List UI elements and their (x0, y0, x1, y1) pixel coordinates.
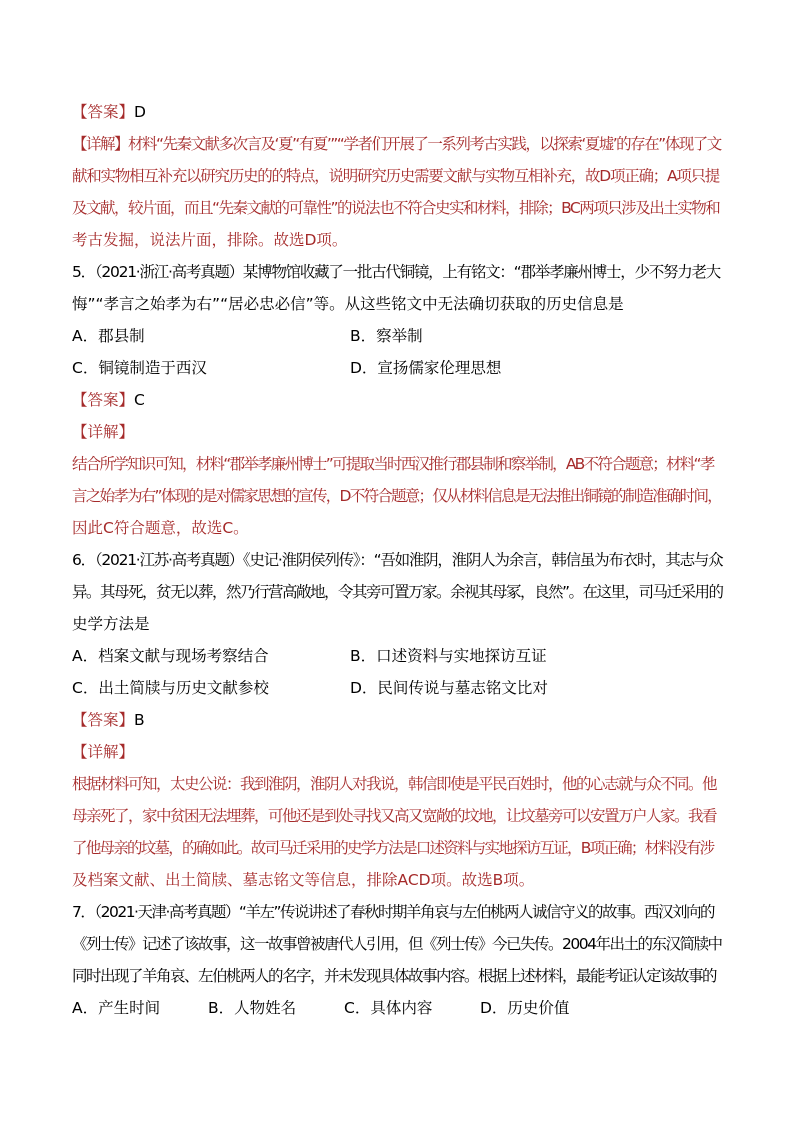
document-page (72, 96, 724, 1024)
option-row (72, 992, 724, 1024)
question-stem: 悔”“孝言之始孝为右”“居必忠必信”等。从这些铭文中无法确切获取的历史信息是 (72, 295, 624, 313)
option-d: D．历史价值 (480, 999, 570, 1017)
question-stem: 《列士传》记述了该故事，这一故事曾被唐代人引用，但《列士传》今已失传。2004年出土的东汉简牍中 (72, 935, 722, 953)
detail-line: 了他母亲的坟墓，的确如此。故司马迁采用的史学方法是口述资料与实地探访互证，B项正确；材料没有涉 (72, 839, 714, 857)
option-c: C．铜镜制造于西汉 (72, 359, 207, 377)
answer-line (72, 96, 724, 128)
option-row (72, 352, 724, 384)
detail-line (72, 128, 724, 160)
detail-line: 言之始孝为右”体现的是对儒家思想的宣传，D不符合题意；仅从材料信息是无法推出铜镜的制造准确时间， (72, 487, 721, 505)
option-row (72, 320, 724, 352)
option-b: B．人物姓名 (208, 999, 297, 1017)
option-row (72, 640, 724, 672)
option-d: D．宣扬儒家伦理思想 (350, 359, 502, 377)
option-a: A．郡县制 (72, 327, 145, 345)
question-stem: 同时出现了羊角哀、左伯桃两人的名字，并未发现具体故事内容。根据上述材料，最能考证认定该故事的 (72, 967, 717, 985)
option-a: A．产生时间 (72, 999, 161, 1017)
question-stem: 5．（2021·浙江·高考真题）某博物馆收藏了一批古代铜镜，上有铭文：“郡举孝廉州博士，少不努力老大 (72, 263, 720, 281)
answer-tag: 【答案】 (72, 103, 135, 121)
answer-tag: 【答案】 (72, 711, 135, 729)
question-stem: 史学方法是 (72, 615, 150, 633)
detail-heading (72, 736, 724, 768)
detail-line: 母亲死了，家中贫困无法埋葬，可他还是到处寻找又高又宽敞的坟地，让坟墓旁可以安置万户人家。我看 (72, 807, 717, 825)
detail-line: 根据材料可知，太史公说：我到淮阴，淮阴人对我说，韩信即使是平民百姓时，他的心志就与众不同。他 (72, 775, 717, 793)
answer-line (72, 704, 724, 736)
answer-value: B (134, 711, 145, 729)
detail-line: 因此C符合题意，故选C。 (72, 519, 249, 537)
detail-line: 献和实物相互补充以研究历史的的特点，说明研究历史需要文献与实物互相补充，故D项正确；A项只提 (72, 167, 720, 185)
detail-line: 及文献，较片面，而且“先秦文献的可靠性”的说法也不符合史实和材料，排除；BC两项只涉及出土实物和 (72, 199, 720, 217)
option-b: B．察举制 (350, 327, 423, 345)
answer-value: D (134, 103, 146, 121)
detail-tag: 【详解】 (72, 135, 129, 153)
option-d: D．民间传说与墓志铭文比对 (350, 679, 548, 697)
detail-line: 结合所学知识可知，材料“郡举孝廉州博士”可提取当时西汉推行郡县制和察举制，AB不符合题意；材料“孝 (72, 455, 714, 473)
detail-line: 及档案文献、出土简牍、墓志铭文等信息，排除ACD项。故选B项。 (72, 871, 535, 889)
detail-text: 材料“先秦文献多次言及‘夏’‘有夏’”“学者们开展了一系列考古实践，以探索‘夏墟’的存在”体现了文 (128, 135, 721, 153)
question-stem: 6．（2021·江苏·高考真题）《史记·淮阴侯列传》：“吾如淮阴，淮阴人为余言，韩信虽为布衣时，其志与众 (72, 551, 723, 569)
option-row (72, 672, 724, 704)
question-stem: 7．（2021·天津·高考真题）“羊左”传说讲述了春秋时期羊角哀与左伯桃两人诚信守义的故事。西汉刘向的 (72, 903, 714, 921)
question-stem: 异。其母死，贫无以葬，然乃行营高敞地，令其旁可置万家。余视其母冢，良然”。在这里，司马迁采用的 (72, 583, 723, 601)
answer-line (72, 384, 724, 416)
option-a: A．档案文献与现场考察结合 (72, 647, 269, 665)
detail-line: 考古发掘，说法片面，排除。故选D项。 (72, 231, 348, 249)
option-c: C．具体内容 (344, 999, 433, 1017)
answer-value: C (134, 391, 145, 409)
detail-tag: 【详解】 (72, 743, 135, 761)
option-c: C．出土简牍与历史文献参校 (72, 679, 269, 697)
detail-tag: 【详解】 (72, 423, 135, 441)
option-b: B．口述资料与实地探访互证 (350, 647, 547, 665)
detail-heading (72, 416, 724, 448)
answer-tag: 【答案】 (72, 391, 135, 409)
